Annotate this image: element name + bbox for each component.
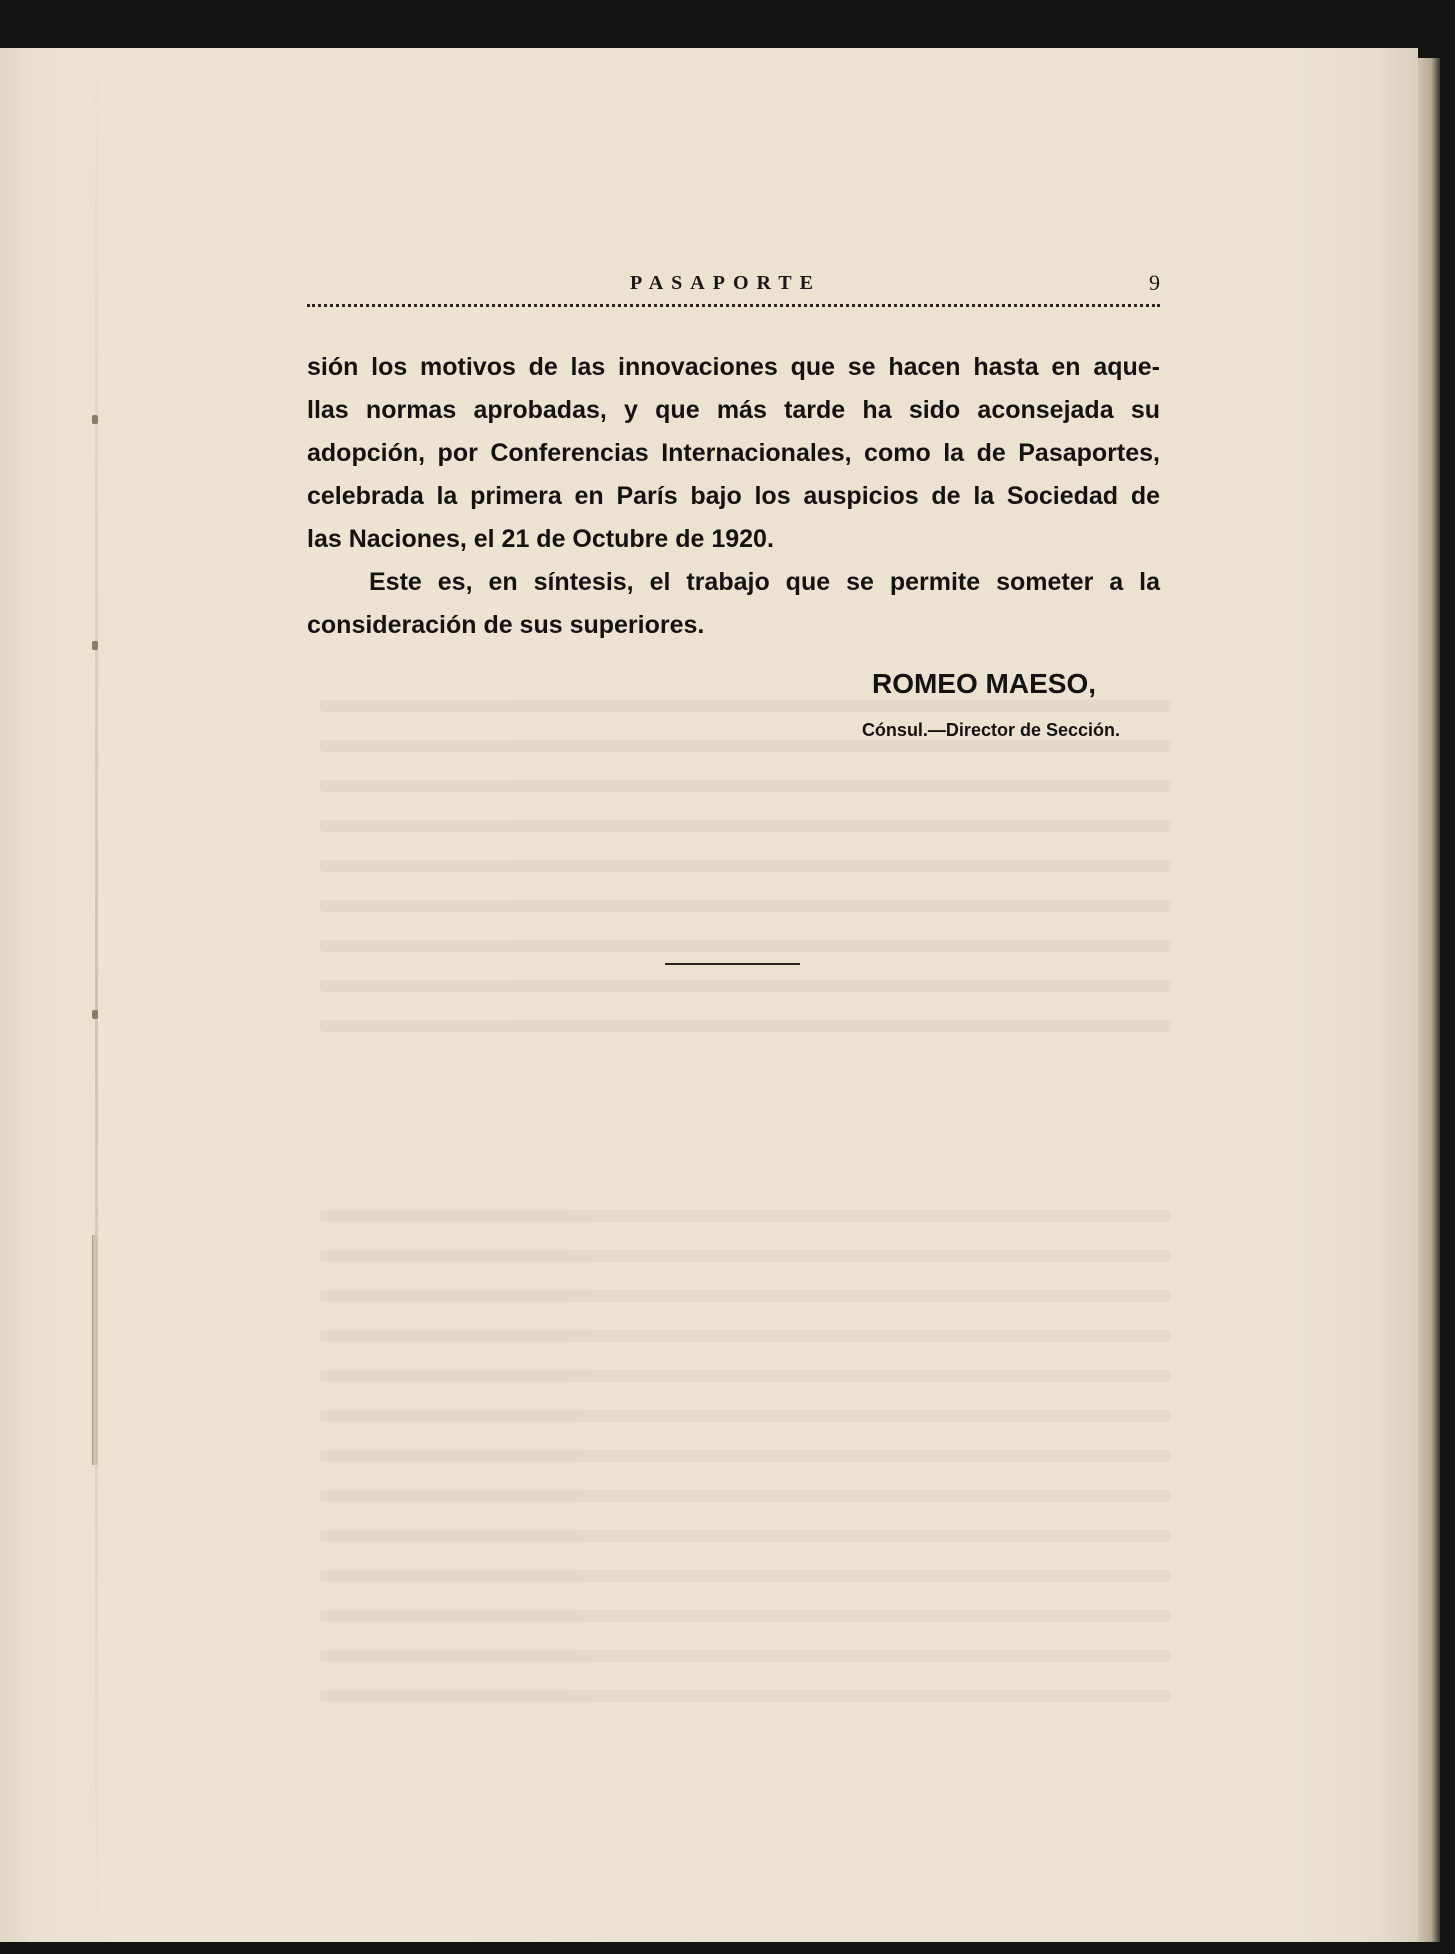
show-through bbox=[320, 1530, 1170, 1542]
show-through bbox=[320, 740, 1170, 752]
show-through bbox=[320, 1410, 1170, 1422]
page-number: 9 bbox=[1149, 270, 1160, 295]
show-through bbox=[320, 1490, 1170, 1502]
signatory-role: Cónsul.—Director de Sección. bbox=[861, 720, 1120, 740]
running-title: PASAPORTE bbox=[630, 272, 821, 294]
show-through bbox=[320, 780, 1170, 792]
scan-border bbox=[0, 1942, 1440, 1954]
show-through bbox=[320, 1650, 1170, 1662]
show-through bbox=[320, 820, 1170, 832]
closing-rule bbox=[665, 963, 800, 965]
text-line: adopción, por Conferencias Internacionales, como la de Pasaportes, bbox=[307, 439, 1160, 467]
show-through bbox=[320, 940, 1170, 952]
header-divider bbox=[307, 304, 1160, 307]
paragraph bbox=[307, 346, 1160, 561]
show-through bbox=[320, 1690, 1170, 1702]
show-through bbox=[320, 1250, 1170, 1262]
binding-hole bbox=[92, 415, 98, 424]
paragraph bbox=[307, 561, 1160, 647]
show-through bbox=[320, 1330, 1170, 1342]
binding-stitch bbox=[92, 1235, 98, 1465]
show-through bbox=[320, 700, 1170, 712]
body-text bbox=[307, 346, 1160, 647]
show-through bbox=[320, 1290, 1170, 1302]
show-through bbox=[320, 1370, 1170, 1382]
text-line: llas normas aprobadas, y que más tarde ha sido aconsejada su bbox=[307, 396, 1160, 424]
page-edge bbox=[1418, 58, 1440, 1942]
show-through bbox=[320, 1450, 1170, 1462]
text-line: Este es, en síntesis, el trabajo que se permite someter a la bbox=[369, 568, 1160, 596]
text-line: las Naciones, el 21 de Octubre de 1920. bbox=[307, 525, 774, 553]
show-through bbox=[320, 1210, 1170, 1222]
text-line: consideración de sus superiores. bbox=[307, 611, 705, 639]
binding-hole bbox=[92, 1010, 98, 1019]
signatory-name: ROMEO MAESO, bbox=[871, 668, 1096, 699]
text-line: sión los motivos de las innovaciones que se hacen hasta en aque- bbox=[307, 353, 1160, 381]
page-header bbox=[300, 268, 1160, 304]
show-through bbox=[320, 1020, 1170, 1032]
show-through bbox=[320, 900, 1170, 912]
show-through bbox=[320, 1610, 1170, 1622]
binding-fold bbox=[95, 48, 98, 1942]
show-through bbox=[320, 980, 1170, 992]
show-through bbox=[320, 1570, 1170, 1582]
binding-hole bbox=[92, 641, 98, 650]
show-through bbox=[320, 860, 1170, 872]
text-line: celebrada la primera en París bajo los auspicios de la Sociedad de bbox=[307, 482, 1160, 510]
